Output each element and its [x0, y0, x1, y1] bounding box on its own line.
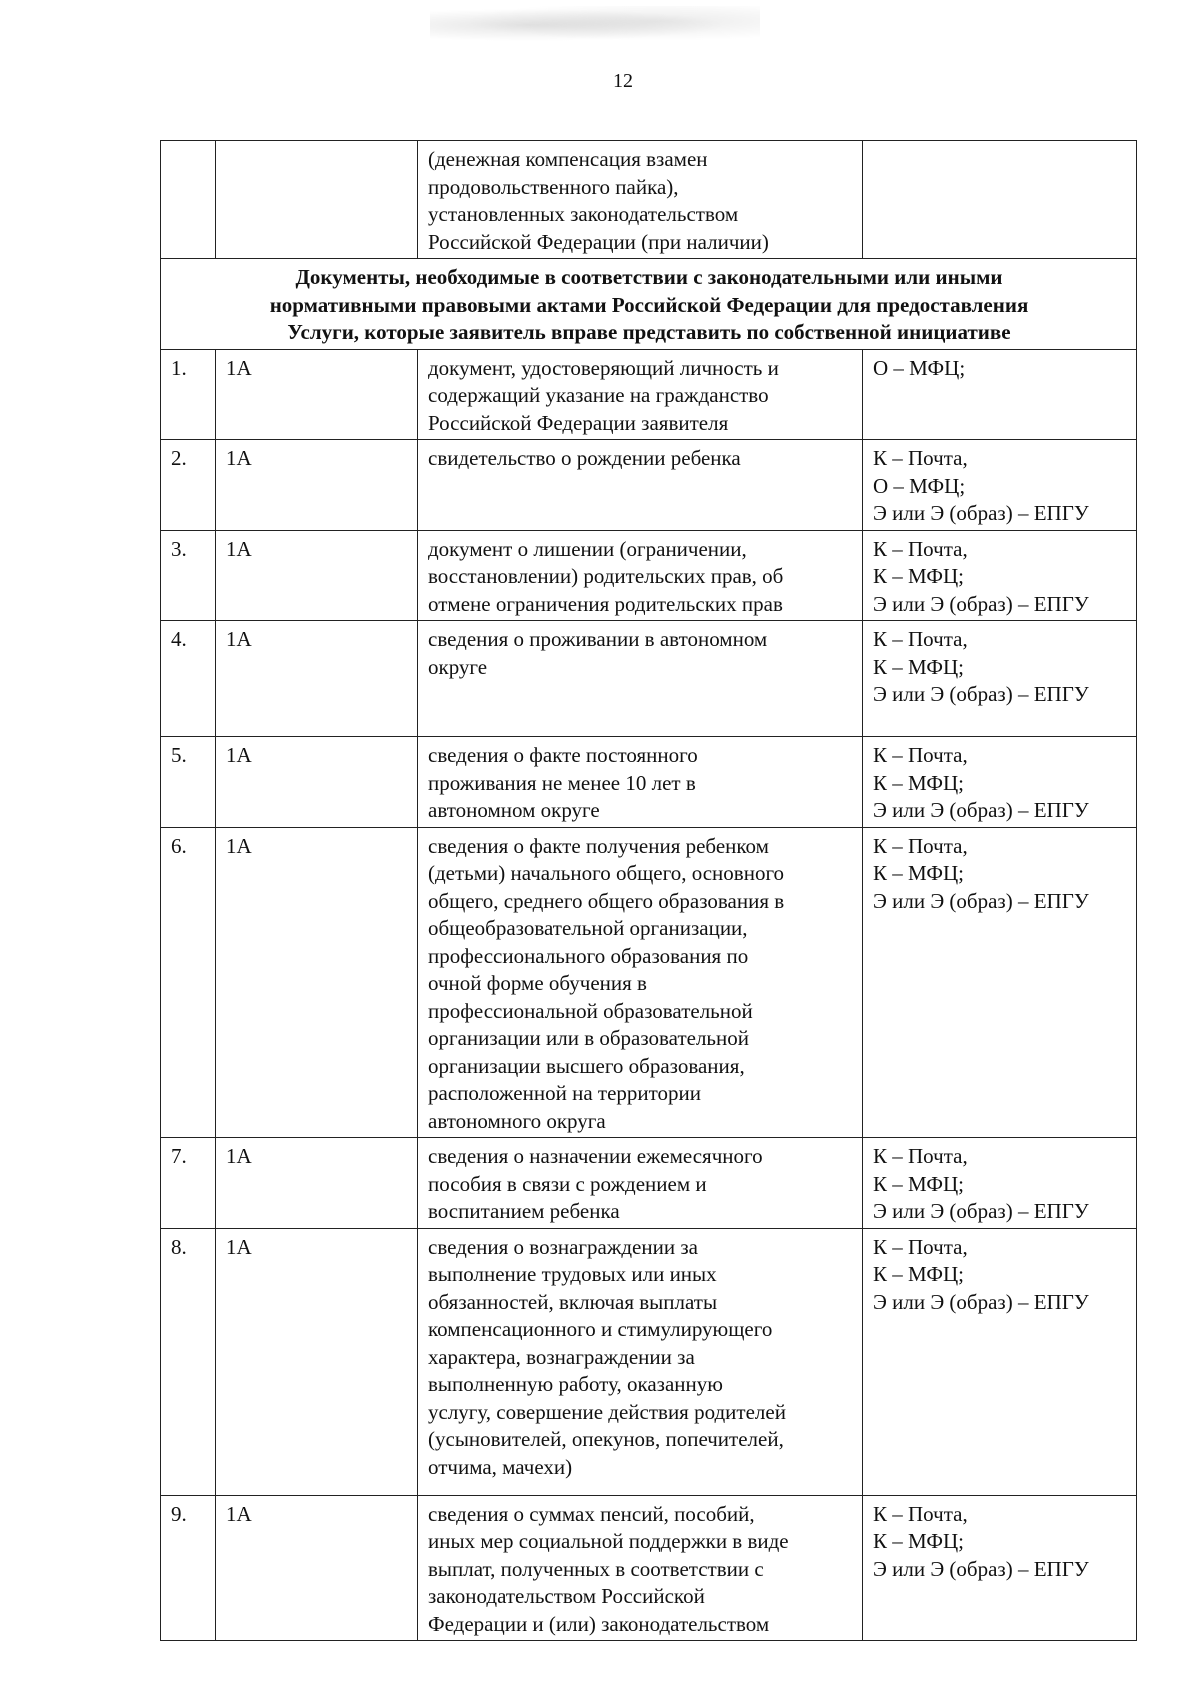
row-number: 8. — [161, 1228, 216, 1495]
row-document — [418, 621, 863, 737]
row-submission — [863, 737, 1137, 828]
heading-line: Услуги, которые заявитель вправе представить по собственной инициативе — [287, 320, 1011, 344]
document-line: профессионального образования по — [428, 943, 749, 968]
row-category: 1А — [216, 440, 418, 531]
submission-line: Э или Э (образ) – ЕПГУ — [873, 682, 1089, 706]
document-line: характера, вознаграждении за — [428, 1344, 695, 1369]
table-row — [161, 737, 1137, 828]
row-document — [418, 827, 863, 1138]
document-line: выполненную работу, оказанную — [428, 1372, 723, 1396]
row-document — [418, 349, 863, 440]
document-line: компенсационного и стимулирующего — [428, 1317, 773, 1341]
row-category: 1А — [216, 1495, 418, 1641]
document-line: организации или в образовательной — [428, 1026, 749, 1050]
submission-line: К – Почта, — [873, 1144, 968, 1168]
document-line: содержащий указание на гражданство — [428, 383, 769, 407]
row-number: 7. — [161, 1138, 216, 1229]
document-line: общего, среднего общего образования в — [428, 888, 785, 913]
document-line: сведения о вознаграждении за — [428, 1234, 698, 1259]
document-line: (детьми) начального общего, основного — [428, 861, 785, 885]
row-number: 6. — [161, 827, 216, 1138]
document-line: сведения о суммах пенсий, пособий, — [428, 1501, 755, 1526]
text-line: продовольственного пайка), — [428, 174, 679, 199]
document-line: выполнение трудовых или иных — [428, 1262, 717, 1286]
page-number: 12 — [613, 70, 633, 92]
table-row — [161, 1495, 1137, 1641]
documents-table — [160, 140, 1137, 1641]
submission-line: К – Почта, — [873, 1501, 968, 1526]
document-line: организации высшего образования, — [428, 1053, 745, 1078]
row-submission — [863, 1228, 1137, 1495]
document-line: профессиональной образовательной — [428, 998, 753, 1023]
text-line: установленных законодательством — [428, 202, 739, 226]
submission-line: К – МФЦ; — [873, 861, 964, 885]
document-line: Федерации и (или) законодательством — [428, 1611, 770, 1636]
submission-line: К – МФЦ; — [873, 1171, 964, 1196]
row-category: 1А — [216, 1228, 418, 1495]
row-number: 9. — [161, 1495, 216, 1641]
submission-line: К – Почта, — [873, 627, 968, 651]
submission-line: О – МФЦ; — [873, 355, 966, 380]
submission-line: Э или Э (образ) – ЕПГУ — [873, 1289, 1089, 1314]
row-document — [418, 1228, 863, 1495]
row-category: 1А — [216, 1138, 418, 1229]
submission-line: К – МФЦ; — [873, 770, 964, 795]
table-row — [161, 530, 1137, 621]
submission-line: К – МФЦ; — [873, 1529, 964, 1553]
document-line: восстановлении) родительских прав, об — [428, 564, 784, 588]
section-heading-row — [161, 259, 1137, 350]
document-line: пособия в связи с рождением и — [428, 1171, 707, 1196]
submission-line: Э или Э (образ) – ЕПГУ — [873, 798, 1089, 822]
document-line: сведения о факте получения ребенком — [428, 833, 769, 858]
row-document — [418, 1495, 863, 1641]
document-line: выплат, полученных в соответствии с — [428, 1556, 764, 1581]
row-submission — [863, 349, 1137, 440]
table-row — [161, 827, 1137, 1138]
submission-line: К – МФЦ; — [873, 654, 964, 679]
document-cell — [418, 141, 863, 259]
row-document — [418, 1138, 863, 1229]
submission-line: К – Почта, — [873, 833, 968, 858]
submission-line: О – МФЦ; — [873, 473, 966, 498]
submission-line: Э или Э (образ) – ЕПГУ — [873, 501, 1089, 525]
submission-line: Э или Э (образ) – ЕПГУ — [873, 888, 1089, 913]
text-line: (денежная компенсация взамен — [428, 147, 708, 171]
row-number: 1. — [161, 349, 216, 440]
document-line: сведения о назначении ежемесячного — [428, 1144, 763, 1168]
heading-line: нормативными правовыми актами Российской Федерации для предоставления — [269, 292, 1029, 317]
row-submission — [863, 530, 1137, 621]
submission-line: Э или Э (образ) – ЕПГУ — [873, 1199, 1089, 1223]
row-category: 1А — [216, 349, 418, 440]
document-line: законодательством Российской — [428, 1584, 705, 1608]
table-row — [161, 440, 1137, 531]
heading-line: Документы, необходимые в соответствии с законодательными или иными — [295, 265, 1003, 289]
section-heading — [161, 259, 1137, 350]
document-line: отмене ограничения родительских прав — [428, 591, 783, 616]
table-row — [161, 349, 1137, 440]
row-category: 1А — [216, 737, 418, 828]
document-line: отчима, мачехи) — [428, 1454, 573, 1479]
submission-line: К – Почта, — [873, 1234, 968, 1259]
row-category: 1А — [216, 530, 418, 621]
row-number: 4. — [161, 621, 216, 737]
submission-line: Э или Э (образ) – ЕПГУ — [873, 1556, 1089, 1581]
submission-line: К – Почта, — [873, 743, 968, 767]
row-category: 1А — [216, 621, 418, 737]
document-line: расположенной на территории — [428, 1081, 701, 1105]
text-line: Российской Федерации (при наличии) — [428, 229, 769, 254]
document-line: автономного округа — [428, 1108, 606, 1133]
row-number: 2. — [161, 440, 216, 531]
num-cell — [161, 141, 216, 259]
submission-line: К – Почта, — [873, 446, 968, 470]
document-line: обязанностей, включая выплаты — [428, 1289, 718, 1314]
document-line: услугу, совершение действия родителей — [428, 1399, 786, 1424]
row-submission — [863, 827, 1137, 1138]
row-submission — [863, 1495, 1137, 1641]
table-row — [161, 621, 1137, 737]
submission-line: К – МФЦ; — [873, 564, 964, 588]
submission-line: Э или Э (образ) – ЕПГУ — [873, 591, 1089, 616]
document-line: сведения о проживании в автономном — [428, 627, 768, 651]
submission-line: К – Почта, — [873, 536, 968, 561]
document-line: документ, удостоверяющий личность и — [428, 355, 779, 380]
document-line: документ о лишении (ограничении, — [428, 536, 747, 561]
document-line: округе — [428, 654, 488, 679]
table-row — [161, 1138, 1137, 1229]
document-line: автономном округе — [428, 798, 600, 822]
continued-row — [161, 141, 1137, 259]
submission-cell — [863, 141, 1137, 259]
row-submission — [863, 1138, 1137, 1229]
row-submission — [863, 440, 1137, 531]
document-line: иных мер социальной поддержки в виде — [428, 1529, 789, 1553]
document-line: свидетельство о рождении ребенка — [428, 446, 741, 470]
document-line: общеобразовательной организации, — [428, 916, 748, 940]
row-document — [418, 530, 863, 621]
row-submission — [863, 621, 1137, 737]
document-line: воспитанием ребенка — [428, 1199, 620, 1223]
document-line: сведения о факте постоянного — [428, 743, 698, 767]
document-line: очной форме обучения в — [428, 971, 647, 995]
row-number: 5. — [161, 737, 216, 828]
row-document — [418, 440, 863, 531]
document-line: Российской Федерации заявителя — [428, 410, 729, 435]
row-category: 1А — [216, 827, 418, 1138]
document-line: (усыновителей, опекунов, попечителей, — [428, 1427, 784, 1451]
category-cell — [216, 141, 418, 259]
scan-artifact — [430, 6, 760, 44]
row-document — [418, 737, 863, 828]
row-number: 3. — [161, 530, 216, 621]
submission-line: К – МФЦ; — [873, 1262, 964, 1286]
table-row — [161, 1228, 1137, 1495]
document-line: проживания не менее 10 лет в — [428, 770, 696, 795]
